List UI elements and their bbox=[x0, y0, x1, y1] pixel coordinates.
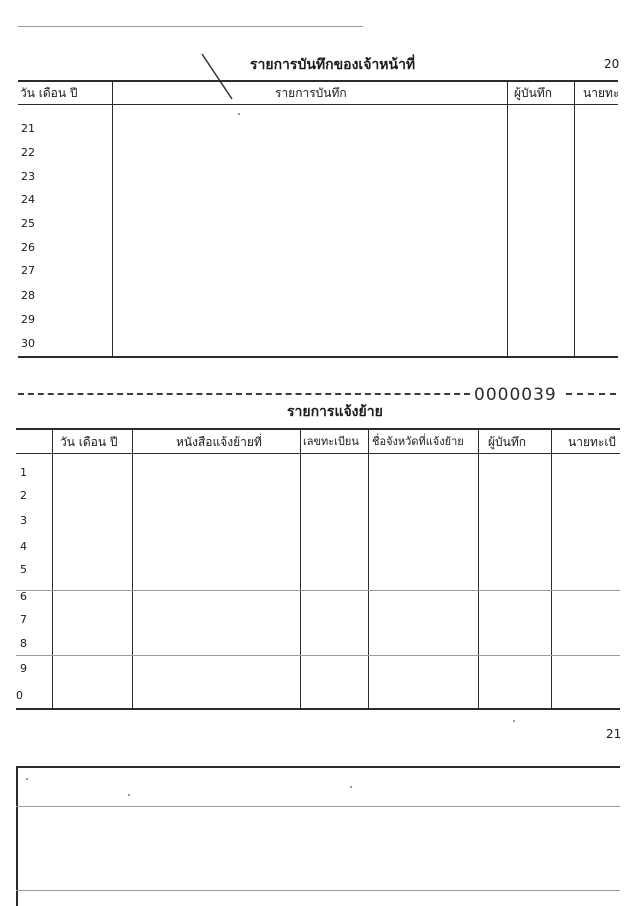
scan-artifact-line bbox=[16, 590, 620, 591]
scan-speck bbox=[26, 778, 28, 780]
move-row-number: 8 bbox=[20, 637, 27, 650]
move-table-top-border bbox=[16, 428, 620, 430]
move-col-divider-4 bbox=[368, 428, 369, 708]
scan-speck bbox=[128, 794, 130, 796]
officer-table-header-border bbox=[18, 104, 618, 105]
scan-artifact-line bbox=[16, 806, 620, 807]
move-col-divider-1 bbox=[52, 428, 53, 708]
officer-row-number: 23 bbox=[21, 170, 35, 183]
move-row-number: 3 bbox=[20, 514, 27, 527]
bottom-box-top-border bbox=[16, 766, 620, 768]
officer-table-top-border bbox=[18, 80, 618, 82]
move-col-divider-6 bbox=[551, 428, 552, 708]
move-notice-title: รายการแจ้งย้าย bbox=[287, 404, 383, 420]
move-col-registrar: นายทะเบี bbox=[568, 435, 617, 449]
bottom-box-left-border bbox=[16, 766, 18, 906]
scan-speck bbox=[350, 786, 352, 788]
move-row-number: 7 bbox=[20, 613, 27, 626]
officer-col-divider-3 bbox=[574, 80, 575, 356]
scan-artifact-line bbox=[16, 655, 620, 656]
officer-row-number: 30 bbox=[21, 337, 35, 350]
officer-col-date: วัน เดือน ปี bbox=[20, 86, 78, 100]
officer-row-number: 21 bbox=[21, 122, 35, 135]
officer-row-number: 29 bbox=[21, 313, 35, 326]
officer-row-number: 25 bbox=[21, 217, 35, 230]
move-col-date: วัน เดือน ปี bbox=[60, 435, 118, 449]
move-col-divider-3 bbox=[300, 428, 301, 708]
page-number-top: 20 bbox=[604, 57, 620, 71]
top-edge-line bbox=[18, 26, 363, 27]
officer-row-number: 28 bbox=[21, 289, 35, 302]
move-col-province: ชื่อจังหวัดที่แจ้งย้าย bbox=[372, 435, 464, 448]
scan-artifact-dashes-right bbox=[566, 393, 616, 395]
officer-row-number: 24 bbox=[21, 193, 35, 206]
scan-speck bbox=[513, 720, 515, 722]
officer-record-title: รายการบันทึกของเจ้าหน้าที่ bbox=[250, 57, 416, 73]
move-row-number: 4 bbox=[20, 540, 27, 553]
scan-artifact-line bbox=[16, 890, 620, 891]
move-col-registration-no: เลขทะเบียน bbox=[303, 435, 359, 448]
move-row-number: 1 bbox=[20, 466, 27, 479]
officer-row-number: 22 bbox=[21, 146, 35, 159]
move-table-header-border bbox=[16, 453, 620, 454]
move-table-bottom-border bbox=[16, 708, 620, 710]
pen-stroke-mark bbox=[198, 52, 238, 102]
officer-row-number: 27 bbox=[21, 264, 35, 277]
officer-col-registrar: นายทะ bbox=[583, 86, 620, 100]
serial-number-fragment: 0000039 bbox=[474, 385, 557, 405]
officer-col-divider-1 bbox=[112, 80, 113, 356]
move-row-number: 6 bbox=[20, 590, 27, 603]
officer-col-recorder: ผู้บันทึก bbox=[514, 86, 553, 100]
officer-col-divider-2 bbox=[507, 80, 508, 356]
officer-table-bottom-border bbox=[18, 356, 618, 358]
move-row-number: 9 bbox=[20, 662, 27, 675]
scan-speck bbox=[238, 113, 240, 115]
move-row-number: 0 bbox=[16, 689, 23, 702]
page-number-bottom: 21 bbox=[606, 727, 622, 741]
move-col-divider-5 bbox=[478, 428, 479, 708]
scan-artifact-dashes bbox=[18, 393, 470, 395]
move-col-divider-2 bbox=[132, 428, 133, 708]
move-row-number: 2 bbox=[20, 489, 27, 502]
move-col-recorder: ผู้บันทึก bbox=[488, 435, 527, 449]
move-col-letter-no: หนังสือแจ้งย้ายที่ bbox=[176, 435, 262, 449]
officer-row-number: 26 bbox=[21, 241, 35, 254]
move-row-number: 5 bbox=[20, 563, 27, 576]
officer-col-entry: รายการบันทึก bbox=[275, 86, 347, 100]
